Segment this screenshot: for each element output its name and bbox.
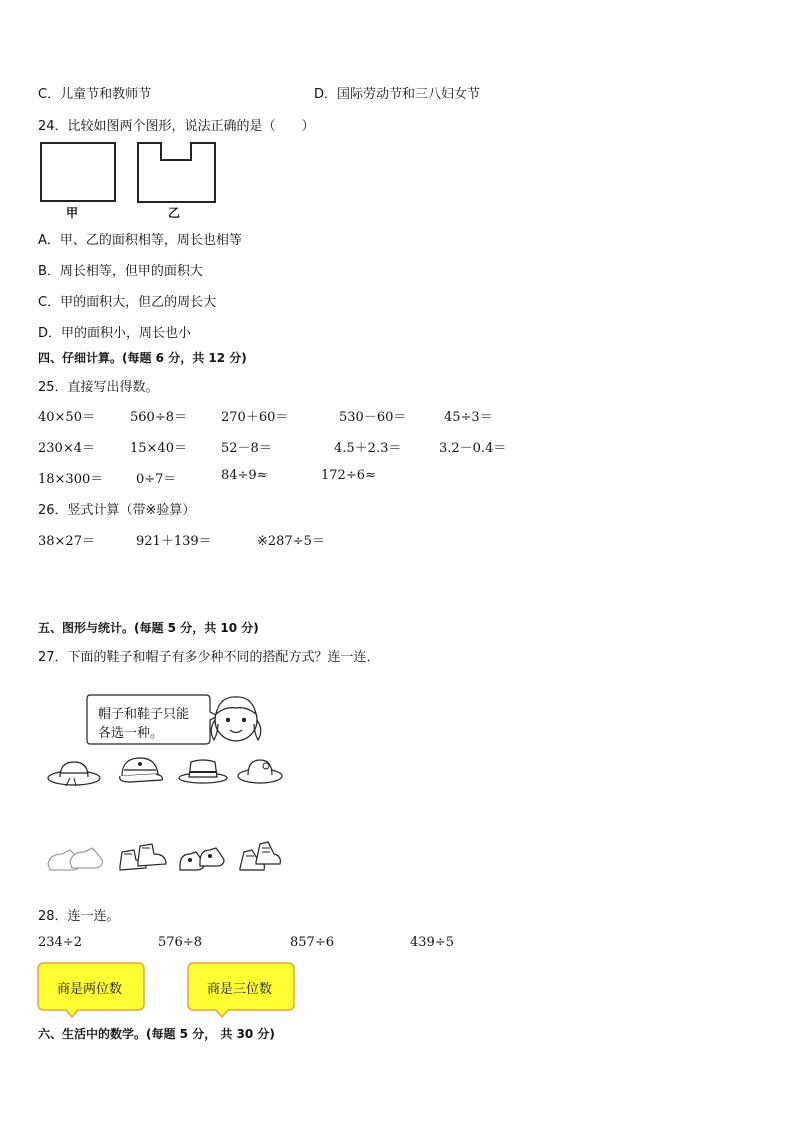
- hat-4-icon: [236, 754, 284, 786]
- q28-expr-2: 576÷8: [158, 935, 202, 950]
- q23-option-d: D．国际劳动节和三八妇女节: [314, 87, 481, 102]
- q25-r1-c5: 45÷3＝: [444, 410, 493, 425]
- q25-r3-c4: 172÷6≈: [321, 468, 376, 483]
- q28-expr-1: 234÷2: [38, 935, 82, 950]
- q25-r2-c3: 52－8＝: [221, 441, 272, 456]
- q25-r2-c1: 230×4＝: [38, 441, 95, 456]
- shoes-3-icon: [176, 842, 228, 876]
- q26-item-1: 38×27＝: [38, 534, 95, 549]
- speech-line-2: 各选一种。: [98, 726, 164, 741]
- hat-2-icon: [116, 754, 166, 788]
- q24-option-b: B．周长相等，但甲的面积大: [38, 264, 203, 279]
- q24-label-jia: 甲: [66, 206, 79, 220]
- q24-option-d: D．甲的面积小，周长也小: [38, 326, 192, 341]
- q24-option-c: C．甲的面积大，但乙的周长大: [38, 295, 217, 310]
- hat-1-icon: [46, 756, 102, 788]
- q25-r1-c4: 530－60＝: [339, 410, 407, 425]
- section-5-title: 五、图形与统计。(每题 5 分，共 10 分): [38, 621, 259, 635]
- q28-expr-4: 439÷5: [410, 935, 454, 950]
- q24-figure-yi: [137, 142, 217, 204]
- shoes-2-icon: [116, 840, 168, 876]
- speech-line-1: 帽子和鞋子只能: [98, 707, 190, 722]
- q28-expr-3: 857÷6: [290, 935, 334, 950]
- girl-illustration: [206, 690, 266, 750]
- q24-label-yi: 乙: [168, 206, 181, 220]
- q25-stem: 25．直接写出得数。: [38, 380, 159, 395]
- shoes-1-icon: [44, 842, 104, 874]
- q25-r3-c1: 18×300＝: [38, 472, 104, 487]
- section-4-title: 四、仔细计算。(每题 6 分，共 12 分): [38, 351, 247, 365]
- q25-r2-c5: 3.2－0.4＝: [439, 441, 507, 456]
- q25-r1-c1: 40×50＝: [38, 410, 95, 425]
- q24-figure-jia: [40, 142, 116, 202]
- q25-r2-c2: 15×40＝: [130, 441, 187, 456]
- q24-option-a: A．甲、乙的面积相等，周长也相等: [38, 233, 242, 248]
- q28-box-left-label: 商是两位数: [57, 982, 123, 997]
- q26-item-2: 921＋139＝: [136, 534, 212, 549]
- q27-stem: 27．下面的鞋子和帽子有多少种不同的搭配方式？连一连．: [38, 650, 380, 665]
- q28-stem: 28．连一连。: [38, 909, 120, 924]
- q26-stem: 26．竖式计算（带※验算）: [38, 503, 196, 518]
- section-6-title: 六、生活中的数学。(每题 5 分， 共 30 分): [38, 1027, 275, 1041]
- hat-3-icon: [178, 756, 228, 786]
- q25-r3-c3: 84÷9≈: [221, 468, 268, 483]
- shoes-4-icon: [236, 838, 282, 876]
- q28-box-right-label: 商是三位数: [207, 982, 273, 997]
- q25-r1-c3: 270＋60＝: [221, 410, 289, 425]
- q25-r3-c2: 0÷7＝: [136, 472, 177, 487]
- q25-r1-c2: 560÷8＝: [130, 410, 187, 425]
- q26-item-3: ※287÷5＝: [257, 534, 325, 549]
- q24-stem: 24．比较如图两个图形，说法正确的是（ ）: [38, 119, 315, 134]
- q23-option-c: C．儿童节和教师节: [38, 87, 152, 102]
- q25-r2-c4: 4.5＋2.3＝: [334, 441, 402, 456]
